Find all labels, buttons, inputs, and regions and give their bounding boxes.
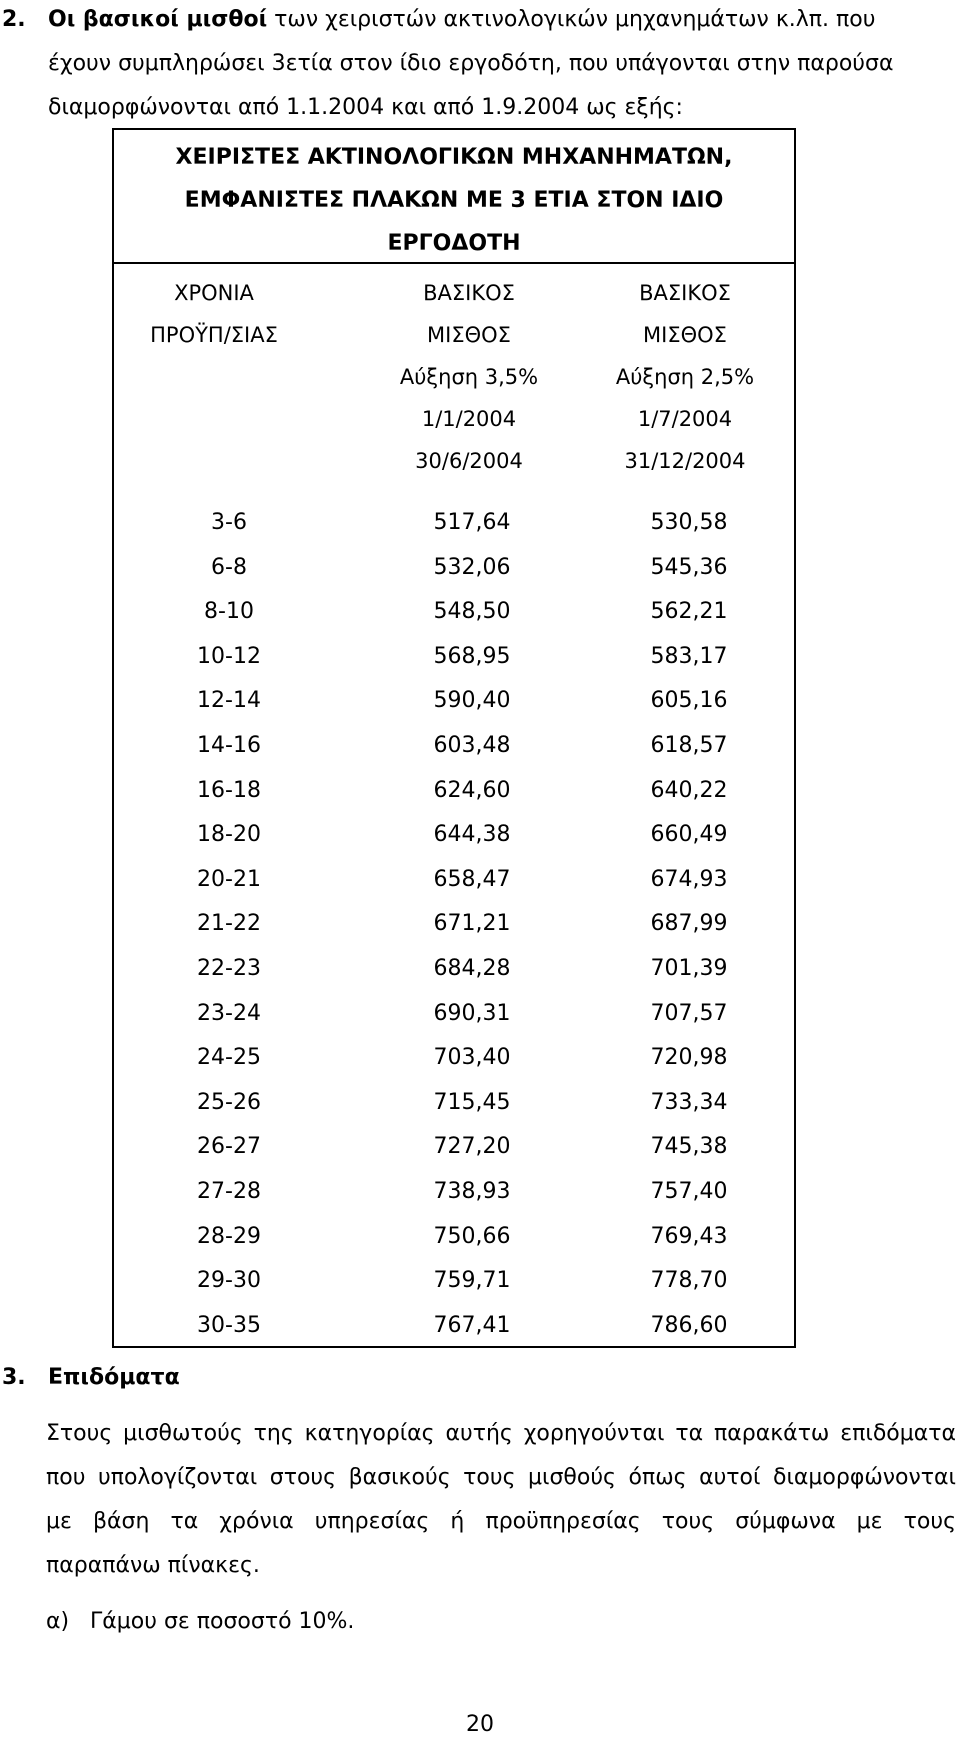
years-cell: 14-16 [197, 733, 261, 758]
paragraph-line: παραπάνω πίνακες. [46, 1553, 260, 1578]
paragraph-line: με βάση τα χρόνια υπηρεσίας ή προϋπηρεσίας τους σύμφωνα με τους [46, 1509, 956, 1534]
table-title-line3: ΕΡΓΟΔΟΤΗ [387, 231, 521, 256]
salary-jan-cell: 738,93 [433, 1179, 511, 1204]
paragraph-line: Στους μισθωτούς της κατηγορίας αυτής χορηγούνται τα παρακάτω επιδόματα [46, 1421, 956, 1446]
list-item-label: α) [46, 1609, 70, 1634]
intro-line3: διαμορφώνονται από 1.1.2004 και από 1.9.2004 ως εξής: [48, 95, 683, 120]
table-row [114, 812, 794, 857]
salary-jul-cell: 640,22 [650, 777, 728, 803]
column-header-salary-jul [580, 272, 790, 482]
salary-jul-cell: 733,34 [650, 1089, 728, 1115]
years-cell: 26-27 [197, 1134, 261, 1160]
years-cell: 29-30 [197, 1268, 261, 1294]
salary-jan-cell: 644,38 [433, 822, 511, 848]
years-cell: 21-22 [197, 911, 261, 937]
table-title [114, 130, 794, 264]
table-row [114, 1169, 794, 1214]
years-cell: 23-24 [197, 1000, 261, 1026]
years-cell: 22-23 [197, 956, 261, 981]
salary-jan-cell: 727,20 [433, 1134, 511, 1160]
salary-jul-cell: 562,21 [650, 599, 728, 625]
salary-jan-cell: 568,95 [433, 643, 511, 669]
salary-jul-cell: 545,36 [650, 554, 728, 580]
header-text: ΒΑΣΙΚΟΣ [423, 281, 515, 305]
header-text: ΜΙΣΘΟΣ [427, 323, 511, 347]
salary-jul-cell: 605,16 [650, 688, 728, 714]
table-row [114, 768, 794, 813]
salary-jul-cell: 583,17 [650, 643, 728, 669]
salary-jan-cell: 603,48 [433, 733, 511, 758]
table-row [114, 1303, 794, 1348]
salary-jul-cell: 745,38 [650, 1134, 728, 1160]
table-row [114, 723, 794, 768]
intro-bold-text: Οι βασικοί μισθοί [48, 7, 268, 32]
salary-jul-cell: 674,93 [650, 866, 728, 892]
section-title: Επιδόματα [48, 1365, 180, 1390]
salary-jan-cell: 658,47 [433, 866, 511, 892]
section-heading [2, 1356, 180, 1400]
salary-jul-cell: 618,57 [650, 733, 728, 758]
column-header-salary-jan [369, 272, 569, 482]
table-row [114, 545, 794, 590]
header-text: ΠΡΟΫΠ/ΣΙΑΣ [150, 323, 278, 347]
salary-jan-cell: 767,41 [433, 1312, 511, 1338]
years-cell: 8-10 [204, 599, 254, 625]
table-row [114, 1080, 794, 1125]
years-cell: 3-6 [211, 510, 247, 535]
salary-jan-cell: 684,28 [433, 956, 511, 981]
salary-jan-cell: 517,64 [433, 510, 511, 535]
table-row [114, 500, 794, 545]
table-row [114, 634, 794, 679]
table-row [114, 901, 794, 946]
salary-jan-cell: 690,31 [433, 1000, 511, 1026]
salary-jul-cell: 720,98 [650, 1045, 728, 1071]
years-cell: 24-25 [197, 1045, 261, 1071]
years-cell: 28-29 [197, 1223, 261, 1249]
section-number: 3. [2, 1365, 26, 1390]
salary-jan-cell: 715,45 [433, 1089, 511, 1115]
salary-jul-cell: 530,58 [650, 510, 728, 535]
table-title-line1: ΧΕΙΡΙΣΤΕΣ ΑΚΤΙΝΟΛΟΓΙΚΩΝ ΜΗΧΑΝΗΜΑΤΩΝ, [175, 145, 733, 170]
table-row [114, 1035, 794, 1080]
salary-jan-cell: 703,40 [433, 1045, 511, 1071]
list-item-a [46, 1600, 354, 1644]
years-cell: 6-8 [211, 554, 247, 580]
years-cell: 10-12 [197, 643, 261, 669]
salary-jan-cell: 548,50 [433, 599, 511, 625]
salary-jul-cell: 707,57 [650, 1000, 728, 1026]
header-text: ΧΡΟΝΙΑ [174, 281, 254, 305]
salary-jul-cell: 769,43 [650, 1223, 728, 1249]
table-row [114, 857, 794, 902]
header-text: Αύξηση 2,5% [615, 365, 755, 389]
years-cell: 12-14 [197, 688, 261, 714]
page-number: 20 [466, 1712, 494, 1737]
intro-line2: έχουν συμπληρώσει 3ετία στον ίδιο εργοδότη, που υπάγονται στην παρούσα [48, 51, 894, 76]
salary-jul-cell: 778,70 [650, 1268, 728, 1294]
intro-paragraph [2, 0, 958, 130]
table-title-line2: ΕΜΦΑΝΙΣΤΕΣ ΠΛΑΚΩΝ ΜΕ 3 ΕΤΙΑ ΣΤΟΝ ΙΔΙΟ [184, 188, 724, 213]
years-cell: 30-35 [197, 1312, 261, 1338]
header-text: 30/6/2004 [415, 449, 523, 473]
salary-table [112, 128, 796, 1348]
intro-number: 2. [2, 7, 26, 32]
list-item-text: Γάμου σε ποσοστό 10%. [90, 1609, 355, 1634]
years-cell: 20-21 [197, 866, 261, 892]
years-cell: 27-28 [197, 1179, 261, 1204]
salary-jul-cell: 757,40 [650, 1179, 728, 1204]
column-header-years [114, 272, 314, 356]
salary-jul-cell: 660,49 [650, 822, 728, 848]
salary-jan-cell: 590,40 [433, 688, 511, 714]
table-row [114, 678, 794, 723]
table-row [114, 589, 794, 634]
header-text: ΜΙΣΘΟΣ [643, 323, 727, 347]
salary-jan-cell: 671,21 [433, 911, 511, 937]
years-cell: 25-26 [197, 1089, 261, 1115]
table-row [114, 1258, 794, 1303]
table-row [114, 946, 794, 991]
header-text: Αύξηση 3,5% [399, 365, 539, 389]
salary-jan-cell: 624,60 [433, 777, 511, 803]
header-text: 31/12/2004 [624, 449, 746, 473]
header-text: ΒΑΣΙΚΟΣ [639, 281, 731, 305]
table-row [114, 1214, 794, 1259]
salary-jan-cell: 759,71 [433, 1268, 511, 1294]
salary-jul-cell: 701,39 [650, 956, 728, 981]
salary-jul-cell: 786,60 [650, 1312, 728, 1338]
allowances-paragraph [46, 1412, 956, 1588]
salary-jan-cell: 750,66 [433, 1223, 511, 1249]
intro-line1: των χειριστών ακτινολογικών μηχανημάτων κ.λπ. που [267, 7, 876, 32]
table-row [114, 991, 794, 1036]
header-text: 1/1/2004 [421, 407, 517, 431]
paragraph-line: που υπολογίζονται στους βασικούς τους μισθούς όπως αυτοί διαμορφώνονται [46, 1465, 956, 1490]
years-cell: 16-18 [197, 777, 261, 803]
salary-jan-cell: 532,06 [433, 554, 511, 580]
salary-jul-cell: 687,99 [650, 911, 728, 937]
years-cell: 18-20 [197, 822, 261, 848]
header-text: 1/7/2004 [637, 407, 733, 431]
table-row [114, 1124, 794, 1169]
